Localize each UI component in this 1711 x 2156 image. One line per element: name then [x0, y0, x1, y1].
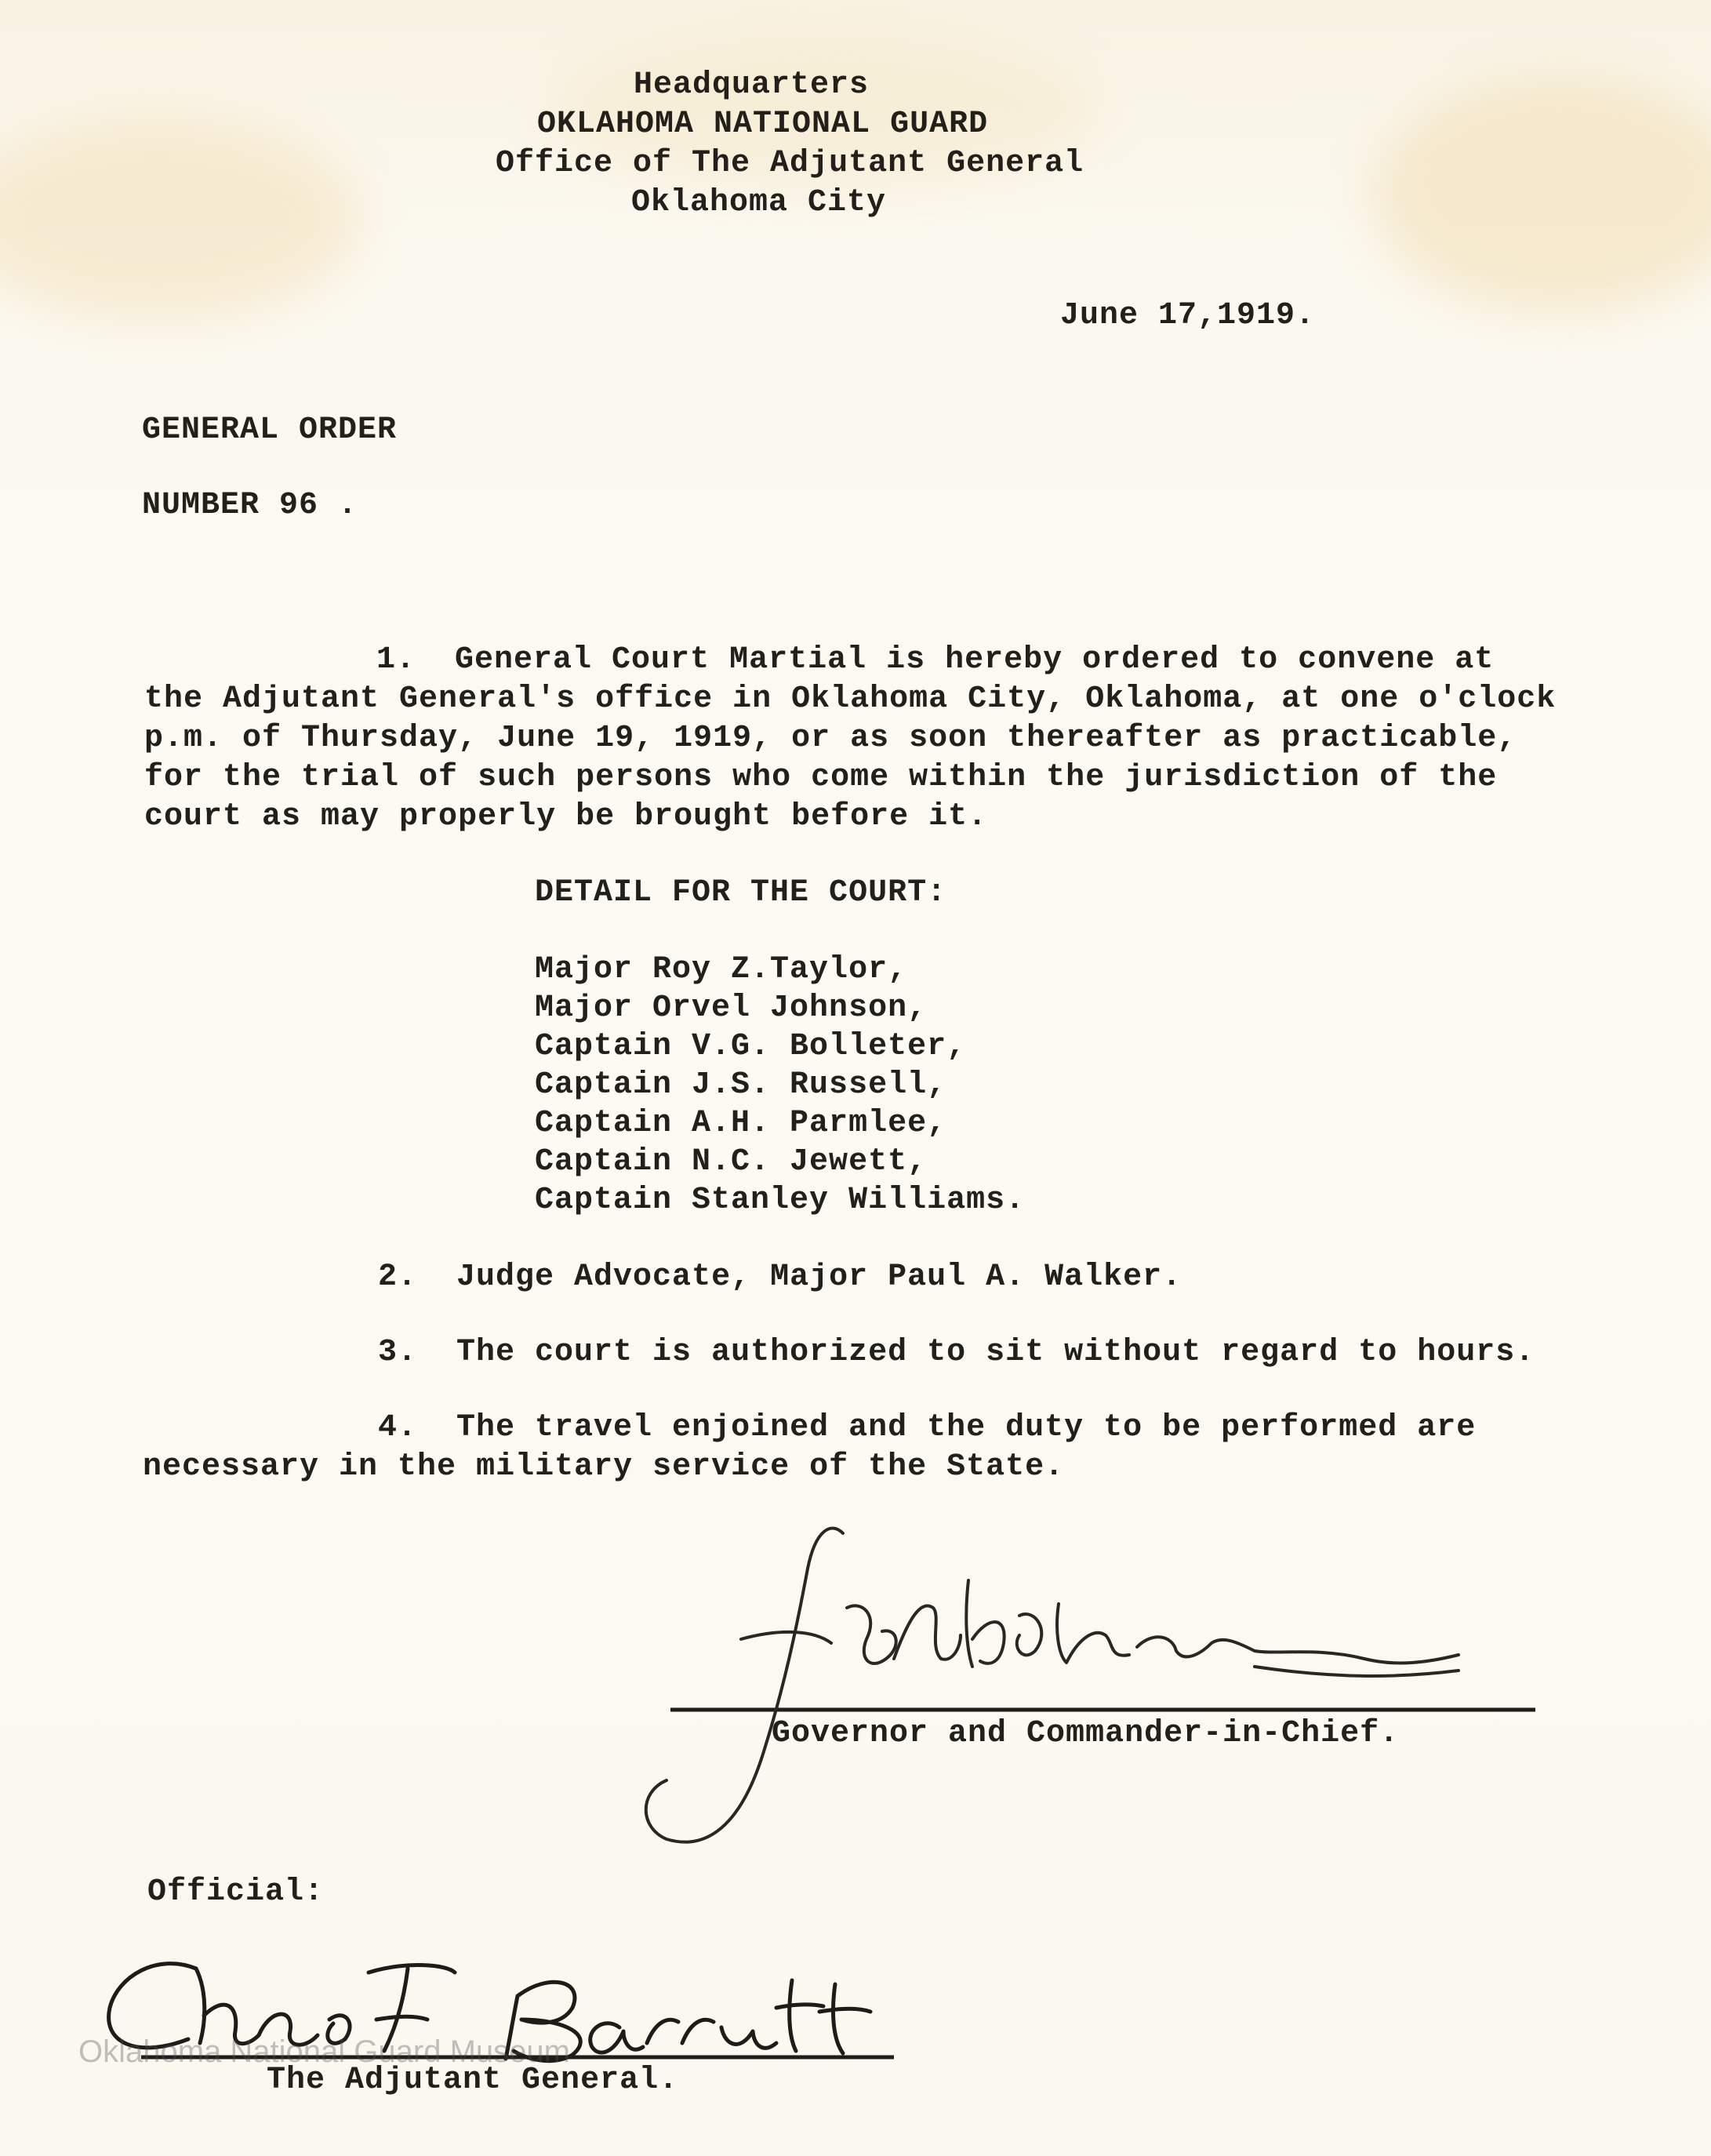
paragraph-1-line: court as may properly be brought before it. [144, 799, 988, 834]
court-member: Captain A.H. Parmlee, [535, 1106, 947, 1141]
paragraph-2: 2. Judge Advocate, Major Paul A. Walker. [378, 1260, 1182, 1295]
court-member: Major Orvel Johnson, [535, 991, 928, 1026]
order-title: GENERAL ORDER [142, 413, 398, 448]
official-label: Official: [147, 1874, 325, 1910]
court-member: Captain N.C. Jewett, [535, 1144, 928, 1180]
detail-heading: DETAIL FOR THE COURT: [535, 875, 947, 911]
order-date: June 17,1919. [1060, 298, 1316, 333]
museum-watermark: Oklahoma National Guard Museum [78, 2034, 570, 2069]
court-member: Captain Stanley Williams. [535, 1183, 1026, 1218]
court-member: Captain V.G. Bolleter, [535, 1029, 967, 1064]
court-member: Major Roy Z.Taylor, [535, 952, 908, 987]
letterhead-line-2: OKLAHOMA NATIONAL GUARD [537, 107, 989, 142]
letterhead-line-1: Headquarters [634, 67, 870, 103]
court-member: Captain J.S. Russell, [535, 1067, 947, 1103]
paragraph-1-line: the Adjutant General's office in Oklahoma City, Oklahoma, at one o'clock [144, 682, 1557, 717]
paragraph-4-line-1: 4. The travel enjoined and the duty to be performed are [378, 1410, 1477, 1445]
order-number: NUMBER 96 . [142, 488, 358, 523]
paragraph-1-line: p.m. of Thursday, June 19, 1919, or as soon thereafter as practicable, [144, 721, 1517, 756]
adjutant-title: The Adjutant General. [267, 2063, 679, 2098]
letterhead-line-4: Oklahoma City [631, 185, 887, 220]
paragraph-1-line: 1. General Court Martial is hereby ordered to convene at [376, 642, 1495, 678]
governor-title: Governor and Commander-in-Chief. [772, 1716, 1400, 1751]
letterhead-line-3: Office of The Adjutant General [496, 146, 1084, 181]
governor-signature [646, 1529, 1459, 1842]
paragraph-3: 3. The court is authorized to sit without regard to hours. [378, 1335, 1535, 1370]
paragraph-1-line: for the trial of such persons who come within the jurisdiction of the [144, 760, 1498, 795]
paragraph-4-line-2: necessary in the military service of the State. [143, 1449, 1065, 1485]
